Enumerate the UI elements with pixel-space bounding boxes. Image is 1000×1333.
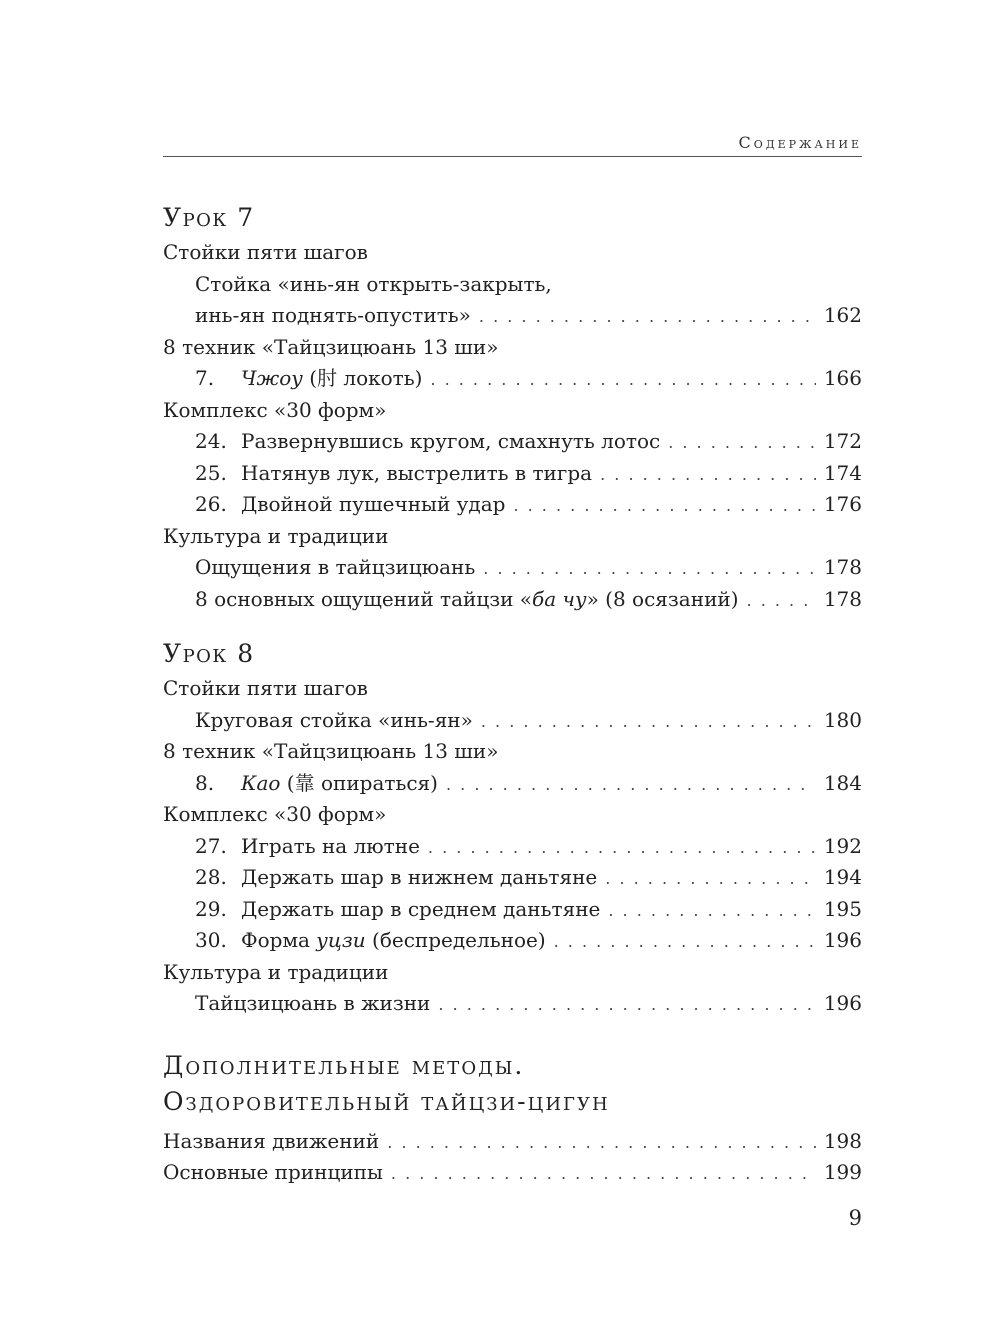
toc-entry-text[interactable]: Стойка «инь-ян открыть-закрыть, [195, 271, 552, 296]
header-rule [163, 156, 862, 157]
italic-term: Као [241, 770, 281, 795]
toc-page-number: 178 [823, 555, 862, 579]
toc-entry-text: Двойной пушечный удар [241, 492, 506, 516]
toc-entry-rest: (肘 локоть) [302, 366, 423, 390]
toc-entry[interactable] [163, 584, 862, 616]
toc-entry-text [241, 768, 438, 800]
toc-page-number: 198 [823, 1128, 862, 1153]
toc-entry[interactable] [163, 300, 862, 332]
lesson-7 [163, 201, 862, 615]
toc-entry-text: Тайцзицюань в жизни [195, 991, 431, 1015]
toc-entry-post: (беспредельное) [365, 928, 546, 952]
toc-entry-rest: (靠 опираться) [280, 770, 438, 795]
dot-leader [430, 364, 815, 396]
toc-entry-number: 7. [195, 366, 215, 390]
toc-entry[interactable] [163, 426, 862, 458]
toc-entry-number: 30. [195, 928, 227, 952]
page-number: 9 [848, 1206, 862, 1230]
toc-entry-number: 27. [195, 833, 227, 858]
dot-leader [605, 863, 816, 895]
toc-entry[interactable] [163, 489, 862, 521]
toc-entry[interactable] [163, 894, 862, 926]
dot-leader [387, 1127, 816, 1159]
toc-page-number: 166 [823, 366, 862, 390]
toc-page-number: 199 [823, 1160, 862, 1184]
toc-entry[interactable] [163, 552, 862, 584]
toc-page-number: 174 [823, 460, 862, 485]
toc-entry-text: Круговая стойка «инь-ян» [195, 707, 473, 732]
toc-group: Стойки пяти шагов [163, 676, 368, 700]
dot-leader [554, 926, 816, 958]
toc-entry-number: 8. [195, 770, 215, 795]
toc-group: Стойки пяти шагов [163, 240, 368, 264]
toc-page-number: 180 [823, 707, 862, 732]
table-of-contents [163, 195, 862, 1189]
extra-methods [163, 1048, 862, 1189]
toc-page-number: 194 [823, 865, 862, 889]
toc-entry-number: 26. [195, 492, 227, 516]
toc-entry[interactable] [163, 988, 862, 1020]
toc-entry-text: Развернувшись кругом, смахнуть лотос [241, 429, 661, 453]
toc-entry-pre: Форма [241, 928, 317, 952]
toc-page-number: 184 [823, 770, 862, 795]
toc-entry-number: 29. [195, 896, 227, 921]
toc-entry[interactable] [163, 1157, 862, 1189]
toc-group: Культура и традиции [163, 959, 389, 984]
toc-entry-post: » (8 осязаний) [586, 586, 739, 611]
section-title-line-1: Дополнительные методы. [163, 1050, 525, 1080]
toc-entry[interactable] [163, 768, 862, 800]
dot-leader [428, 832, 816, 864]
toc-page-number: 178 [823, 586, 862, 611]
toc-page-number: 192 [823, 833, 862, 858]
italic-term: ба чу [532, 586, 587, 611]
toc-entry[interactable] [163, 458, 862, 490]
running-header: Содержание [738, 133, 862, 152]
toc-group: Культура и традиции [163, 523, 389, 548]
toc-page-number: 196 [823, 928, 862, 952]
toc-entry-number: 25. [195, 460, 227, 485]
dot-leader [481, 706, 816, 738]
dot-leader [479, 301, 816, 333]
toc-page-number: 196 [823, 991, 862, 1015]
dot-leader [608, 895, 815, 927]
dot-leader [438, 989, 815, 1021]
lesson-8 [163, 637, 862, 1020]
dot-leader [391, 1158, 816, 1190]
toc-entry[interactable] [163, 705, 862, 737]
toc-group: 8 техник «Тайцзицюань 13 ши» [163, 334, 499, 359]
toc-entry-number: 24. [195, 429, 227, 453]
toc-entry-text [241, 363, 422, 395]
toc-entry-text: Ощущения в тайцзицюань [195, 555, 476, 579]
toc-entry[interactable] [163, 925, 862, 957]
section-title-line-2: Оздоровительный тайцзи-цигун [163, 1086, 610, 1116]
toc-entry-text: Держать шар в нижнем даньтяне [241, 865, 598, 889]
dot-leader [513, 490, 815, 522]
dot-leader [600, 459, 816, 491]
toc-entry-text: Играть на лютне [241, 833, 420, 858]
toc-entry-text: Основные принципы [163, 1160, 383, 1184]
toc-group: Комплекс «30 форм» [163, 802, 387, 826]
toc-entry-text [241, 925, 546, 957]
toc-group: Комплекс «30 форм» [163, 397, 387, 422]
lesson-title: Урок 7 [163, 203, 255, 232]
toc-page-number: 162 [823, 303, 862, 327]
toc-entry[interactable] [163, 1126, 862, 1158]
dot-leader [747, 585, 816, 617]
toc-page-number: 195 [823, 896, 862, 921]
toc-entry-pre: 8 основных ощущений тайцзи « [195, 586, 533, 611]
toc-entry-text [195, 584, 739, 616]
toc-entry-text: Натянув лук, выстрелить в тигра [241, 460, 593, 485]
italic-term: Чжоу [241, 366, 303, 390]
toc-entry-number: 28. [195, 865, 227, 889]
toc-page-number: 176 [823, 492, 862, 516]
toc-entry-text: Держать шар в среднем даньтяне [241, 896, 601, 921]
toc-group: 8 техник «Тайцзицюань 13 ши» [163, 739, 499, 763]
toc-entry[interactable] [163, 831, 862, 863]
toc-page-number: 172 [823, 429, 862, 453]
toc-entry-text: инь-ян поднять-опустить» [195, 303, 471, 327]
toc-entry[interactable] [163, 862, 862, 894]
dot-leader [668, 427, 816, 459]
toc-entry[interactable] [163, 363, 862, 395]
lesson-title: Урок 8 [163, 639, 255, 668]
dot-leader [446, 769, 816, 801]
italic-term: уцзи [316, 928, 366, 952]
dot-leader [483, 553, 816, 585]
toc-entry-text: Названия движений [163, 1128, 380, 1153]
